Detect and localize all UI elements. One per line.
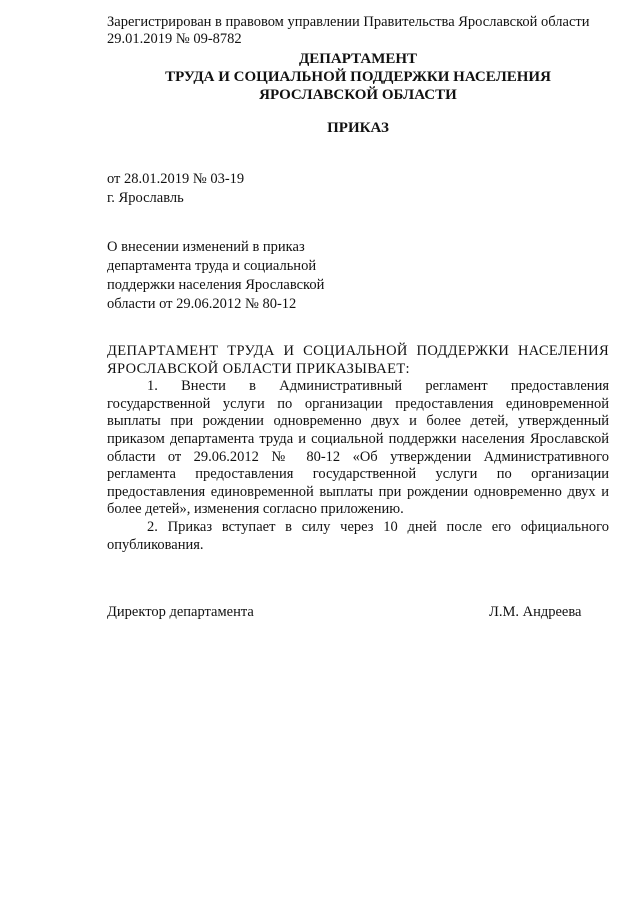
order-meta xyxy=(107,170,244,208)
header-line-3: ЯРОСЛАВСКОЙ ОБЛАСТИ xyxy=(259,87,457,103)
header-line-1: ДЕПАРТАМЕНТ xyxy=(298,51,418,67)
order-item-2: 2. Приказ вступает в силу через 10 дней после его официального опубликования. xyxy=(107,518,609,553)
signature-name: Л.М. Андреева xyxy=(489,604,582,620)
order-city: г. Ярославль xyxy=(107,190,184,206)
order-subject xyxy=(107,238,324,314)
order-date-number: от 28.01.2019 № 03-19 xyxy=(107,171,245,187)
document-type-title: ПРИКАЗ xyxy=(327,120,389,136)
department-header xyxy=(108,50,608,104)
subject-line-4: области от 29.06.2012 № 80-12 xyxy=(107,296,297,312)
order-body xyxy=(107,343,609,554)
order-item-1: 1. Внести в Административный регламент предоставления государственной услуги по организации предоставления единовременной выплаты при рождении одновременно двух и более детей, утвержденный приказом департамента труда и социальной поддержки населения Ярославской области от 29.06.2012 № 80-12 «Об утверждении Административного регламента предоставления государственной услуги по организации предоставления единовременной выплаты при рождении одновременно двух и более детей», изменения согласно приложению. xyxy=(107,378,609,518)
header-line-2: ТРУДА И СОЦИАЛЬНОЙ ПОДДЕРЖКИ НАСЕЛЕНИЯ xyxy=(165,69,551,85)
registration-line-2: 29.01.2019 № 09-8782 xyxy=(107,31,242,47)
subject-line-1: О внесении изменений в приказ xyxy=(107,239,305,255)
registration-stamp xyxy=(107,14,590,48)
registration-line-1: Зарегистрирован в правовом управлении Правительства Ярославской области xyxy=(107,14,590,30)
order-preamble: ДЕПАРТАМЕНТ ТРУДА И СОЦИАЛЬНОЙ ПОДДЕРЖКИ НАСЕЛЕНИЯ ЯРОСЛАВСКОЙ ОБЛАСТИ ПРИКАЗЫВАЕТ: xyxy=(107,343,609,377)
subject-line-2: департамента труда и социальной xyxy=(107,258,317,274)
signature-position: Директор департамента xyxy=(107,604,254,620)
subject-line-3: поддержки населения Ярославской xyxy=(107,277,325,293)
